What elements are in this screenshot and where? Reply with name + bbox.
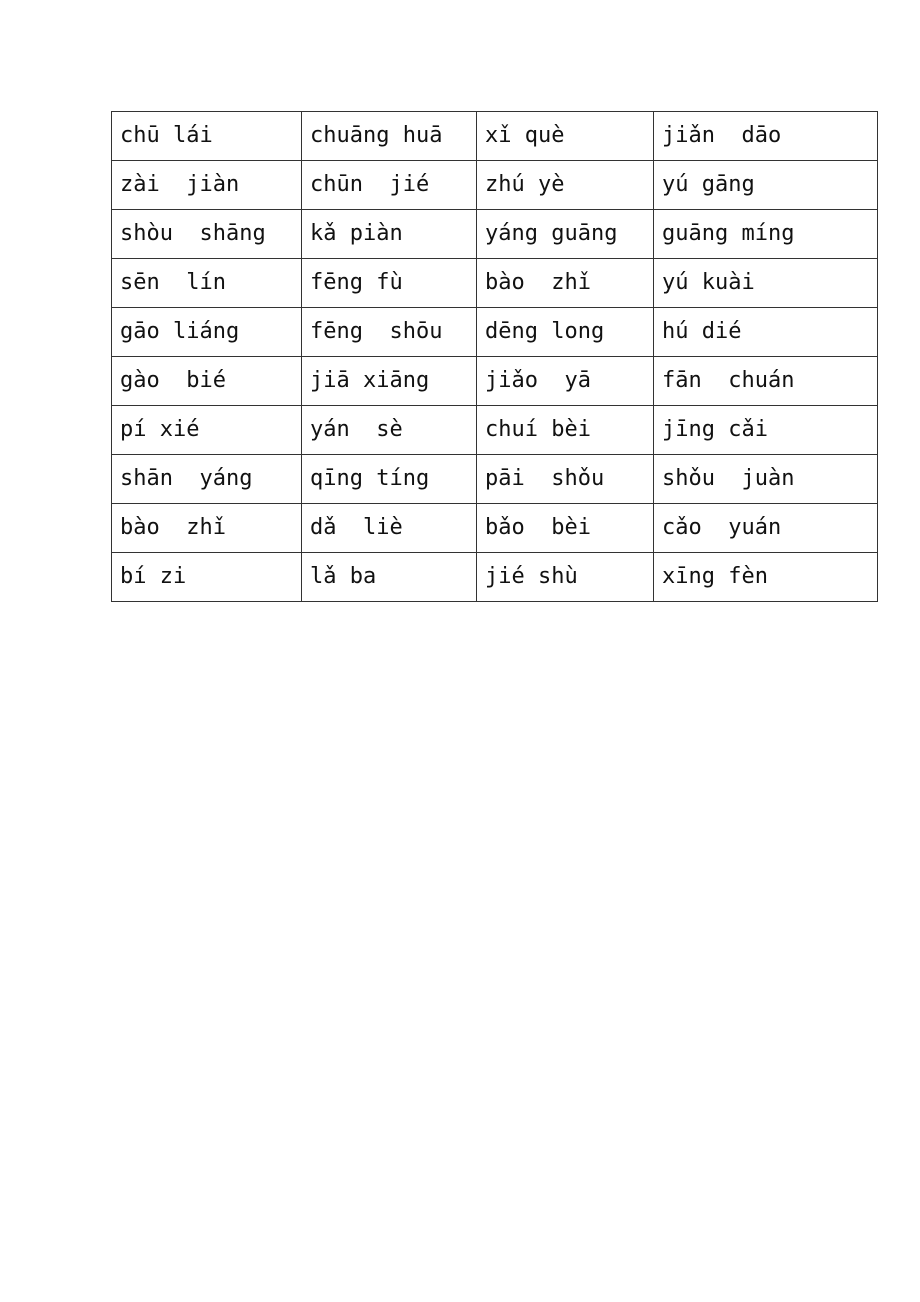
- table-row: [112, 504, 878, 553]
- table-cell: jié shù: [477, 553, 654, 602]
- table-cell: dēng long: [477, 308, 654, 357]
- table-cell: chū lái: [112, 112, 302, 161]
- table-cell: pí xié: [112, 406, 302, 455]
- table-cell: dǎ liè: [302, 504, 477, 553]
- table-cell: hú dié: [654, 308, 878, 357]
- table-row: [112, 210, 878, 259]
- table-cell: guāng míng: [654, 210, 878, 259]
- table-cell: jiā xiāng: [302, 357, 477, 406]
- table-cell: jiǎn dāo: [654, 112, 878, 161]
- table-row: [112, 308, 878, 357]
- table-row: [112, 112, 878, 161]
- table-cell: shān yáng: [112, 455, 302, 504]
- table-cell: cǎo yuán: [654, 504, 878, 553]
- table-cell: gāo liáng: [112, 308, 302, 357]
- table-cell: kǎ piàn: [302, 210, 477, 259]
- table-cell: yú kuài: [654, 259, 878, 308]
- table-row: [112, 455, 878, 504]
- table-cell: zài jiàn: [112, 161, 302, 210]
- table-cell: zhú yè: [477, 161, 654, 210]
- table-cell: jīng cǎi: [654, 406, 878, 455]
- table-cell: bào zhǐ: [112, 504, 302, 553]
- table-cell: pāi shǒu: [477, 455, 654, 504]
- table-cell: yáng guāng: [477, 210, 654, 259]
- table-cell: bào zhǐ: [477, 259, 654, 308]
- table-cell: yú gāng: [654, 161, 878, 210]
- table-row: [112, 161, 878, 210]
- table-row: [112, 357, 878, 406]
- table-cell: chuāng huā: [302, 112, 477, 161]
- table-cell: chūn jié: [302, 161, 477, 210]
- table-cell: bí zi: [112, 553, 302, 602]
- table-cell: sēn lín: [112, 259, 302, 308]
- table-cell: xǐ què: [477, 112, 654, 161]
- table-cell: shǒu juàn: [654, 455, 878, 504]
- table-cell: yán sè: [302, 406, 477, 455]
- table-cell: gào bié: [112, 357, 302, 406]
- table-cell: jiǎo yā: [477, 357, 654, 406]
- table-cell: fēng shōu: [302, 308, 477, 357]
- table-cell: fān chuán: [654, 357, 878, 406]
- table-row: [112, 553, 878, 602]
- table-cell: bǎo bèi: [477, 504, 654, 553]
- table-row: [112, 406, 878, 455]
- table-cell: fēng fù: [302, 259, 477, 308]
- pinyin-table: [111, 111, 878, 602]
- table-cell: xīng fèn: [654, 553, 878, 602]
- table-cell: chuí bèi: [477, 406, 654, 455]
- table-cell: shòu shāng: [112, 210, 302, 259]
- table-row: [112, 259, 878, 308]
- table-cell: lǎ ba: [302, 553, 477, 602]
- table-cell: qīng tíng: [302, 455, 477, 504]
